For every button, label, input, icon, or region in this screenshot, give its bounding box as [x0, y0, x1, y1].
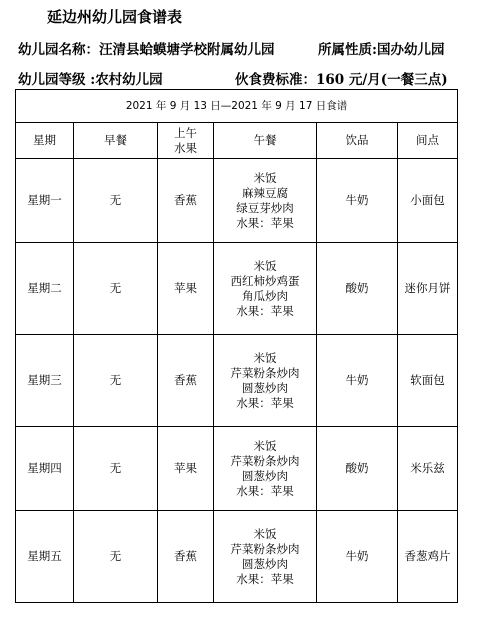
meal-fee-value: 160 元/月(一餐三点) [316, 72, 448, 88]
day-cell: 星期五 [16, 511, 74, 603]
header-drink: 饮品 [317, 123, 398, 159]
breakfast-cell: 无 [74, 335, 158, 427]
fruit-cell: 香蕉 [158, 511, 214, 603]
lunch-item: 芹菜粉条炒肉 [230, 453, 300, 468]
day-cell: 星期三 [16, 335, 74, 427]
fruit-cell: 香蕉 [158, 335, 214, 427]
day-cell: 星期二 [16, 243, 74, 335]
meal-fee-label: 伙食费标准： [235, 72, 316, 88]
lunch-item: 芹菜粉条炒肉 [230, 365, 300, 380]
kindergarten-name-label: 幼儿园名称： [18, 42, 99, 58]
snack-cell: 小面包 [398, 159, 458, 243]
day-cell: 星期四 [16, 427, 74, 511]
lunch-item: 角瓜炒肉 [242, 288, 288, 303]
drink-cell: 牛奶 [317, 159, 398, 243]
meal-fee [235, 68, 448, 88]
kindergarten-name-value: 汪清县蛤蟆塘学校附属幼儿园 [99, 42, 275, 58]
lunch-item: 圆葱炒肉 [242, 468, 288, 483]
drink-cell: 牛奶 [317, 511, 398, 603]
lunch-item: 水果：苹果 [236, 483, 294, 498]
kindergarten-nature [318, 38, 444, 58]
lunch-cell [214, 511, 317, 603]
header-lunch: 午餐 [214, 123, 317, 159]
breakfast-cell: 无 [74, 427, 158, 511]
table-row [16, 335, 458, 427]
breakfast-cell: 无 [74, 159, 158, 243]
lunch-item: 米饭 [253, 170, 277, 185]
fruit-cell: 香蕉 [158, 159, 214, 243]
kindergarten-name [18, 38, 275, 58]
date-range: 2021 年 9 月 13 日—2021 年 9 月 17 日食谱 [16, 90, 458, 123]
lunch-item: 麻辣豆腐 [242, 185, 288, 200]
snack-cell: 米乐兹 [398, 427, 458, 511]
lunch-item: 水果：苹果 [236, 571, 294, 586]
lunch-item: 米饭 [253, 350, 277, 365]
snack-cell: 迷你月饼 [398, 243, 458, 335]
lunch-item: 芹菜粉条炒肉 [230, 541, 300, 556]
kindergarten-level [18, 68, 163, 88]
fruit-cell: 苹果 [158, 427, 214, 511]
kindergarten-nature-value: 国办幼儿园 [376, 42, 445, 58]
lunch-item: 米饭 [253, 526, 277, 541]
table-row [16, 511, 458, 603]
lunch-item: 圆葱炒肉 [242, 380, 288, 395]
table-row [16, 159, 458, 243]
header-breakfast: 早餐 [74, 123, 158, 159]
lunch-item: 水果：苹果 [236, 215, 294, 230]
drink-cell: 酸奶 [317, 243, 398, 335]
table-row [16, 243, 458, 335]
lunch-cell [214, 427, 317, 511]
day-cell: 星期一 [16, 159, 74, 243]
drink-cell: 牛奶 [317, 335, 398, 427]
breakfast-cell: 无 [74, 243, 158, 335]
fruit-cell: 苹果 [158, 243, 214, 335]
lunch-item: 米饭 [253, 258, 277, 273]
date-range-row [16, 90, 458, 123]
lunch-cell [214, 335, 317, 427]
header-snack: 间点 [398, 123, 458, 159]
snack-cell: 香葱鸡片 [398, 511, 458, 603]
lunch-item: 水果：苹果 [236, 395, 294, 410]
table-row [16, 427, 458, 511]
lunch-item: 圆葱炒肉 [242, 556, 288, 571]
page-title: 延边州幼儿园食谱表 [47, 8, 183, 26]
header-fruit-line1: 上午 [174, 125, 197, 140]
kindergarten-level-value: 农村幼儿园 [95, 72, 163, 88]
lunch-item: 绿豆芽炒肉 [236, 200, 294, 215]
drink-cell: 酸奶 [317, 427, 398, 511]
lunch-cell [214, 243, 317, 335]
kindergarten-nature-label: 所属性质: [318, 42, 377, 58]
header-fruit [158, 123, 214, 159]
lunch-item: 米饭 [253, 438, 277, 453]
kindergarten-level-label: 幼儿园等级 : [18, 72, 96, 88]
lunch-item: 水果：苹果 [236, 303, 294, 318]
header-row [16, 123, 458, 159]
header-fruit-line2: 水果 [174, 140, 197, 155]
lunch-item: 西红柿炒鸡蛋 [230, 273, 300, 288]
menu-table [15, 89, 458, 603]
snack-cell: 软面包 [398, 335, 458, 427]
lunch-cell [214, 159, 317, 243]
breakfast-cell: 无 [74, 511, 158, 603]
header-day: 星期 [16, 123, 74, 159]
